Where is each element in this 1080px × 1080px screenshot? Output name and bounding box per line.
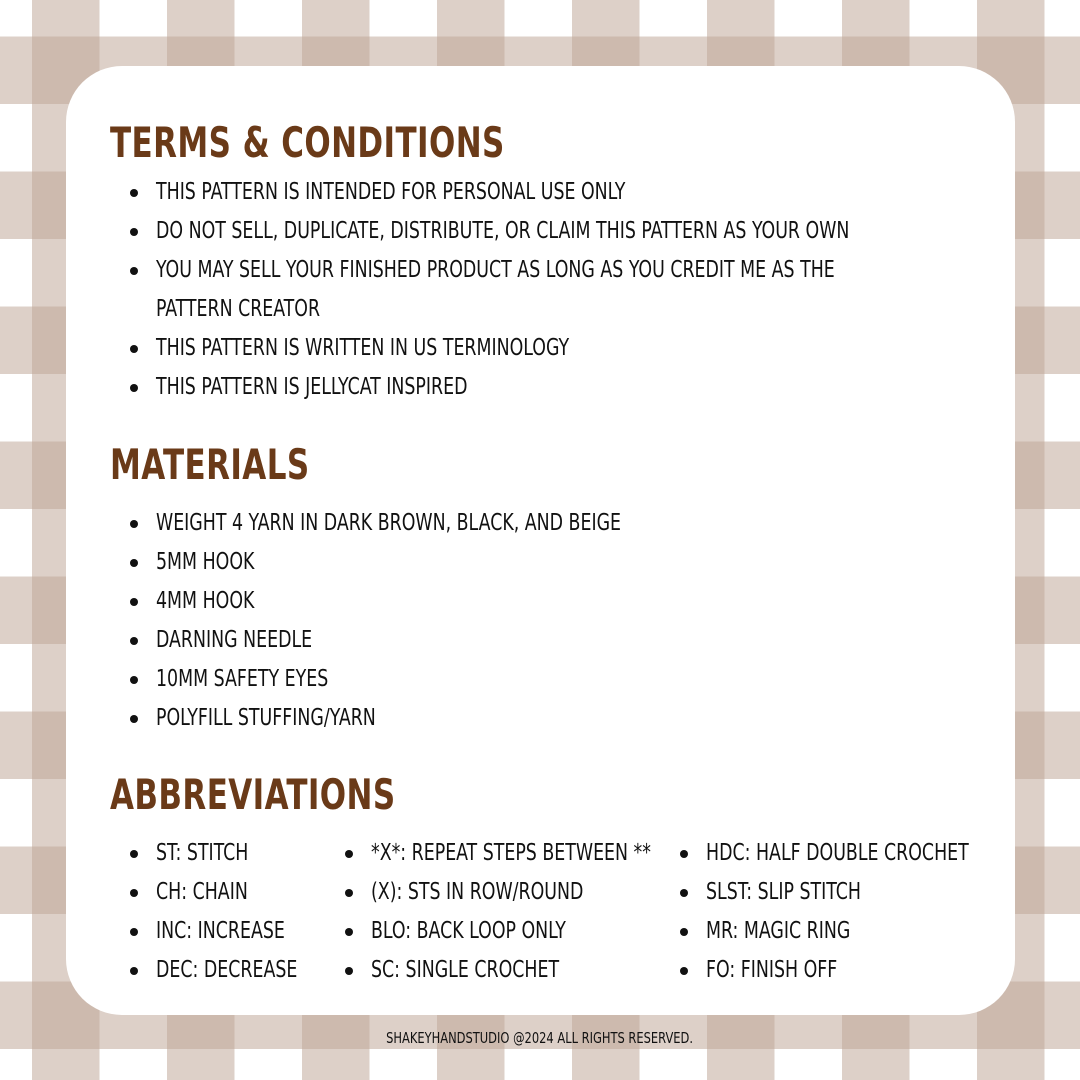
list-item <box>130 951 324 990</box>
list-item <box>130 834 324 873</box>
list-item <box>130 504 710 543</box>
list-item-text: INC: INCREASE <box>156 918 285 944</box>
list-item-text: CH: CHAIN <box>156 879 248 905</box>
list-item <box>130 329 981 368</box>
list-item-text: SC: SINGLE CROCHET <box>371 957 560 983</box>
list-item-text: FO: FINISH OFF <box>706 957 838 983</box>
list-item <box>345 834 704 873</box>
list-item <box>680 873 1019 912</box>
list-item <box>130 212 981 251</box>
list-item <box>130 251 981 329</box>
list-item <box>130 368 981 407</box>
list-item-text: WEIGHT 4 YARN IN DARK BROWN, BLACK, AND BEIGE <box>156 510 622 536</box>
terms-list <box>130 173 981 407</box>
abbreviations-column-3 <box>680 834 1019 990</box>
list-item-text: 4MM HOOK <box>156 588 255 614</box>
list-item <box>680 951 1019 990</box>
list-item <box>130 543 710 582</box>
list-item-text: DO NOT SELL, DUPLICATE, DISTRIBUTE, OR CLAIM THIS PATTERN AS YOUR OWN <box>156 218 850 244</box>
copyright-footer <box>0 1029 1080 1047</box>
list-item-text: 5MM HOOK <box>156 549 255 575</box>
list-item <box>680 834 1019 873</box>
list-item <box>130 699 710 738</box>
list-item-text: *X*: REPEAT STEPS BETWEEN ** <box>371 840 651 866</box>
list-item-text: YOU MAY SELL YOUR FINISHED PRODUCT AS LONG AS YOU CREDIT ME AS THE <box>156 257 835 283</box>
list-item-text: ST: STITCH <box>156 840 249 866</box>
list-item-text: SLST: SLIP STITCH <box>706 879 861 905</box>
list-item-text: MR: MAGIC RING <box>706 918 851 944</box>
list-item-text: HDC: HALF DOUBLE CROCHET <box>706 840 969 866</box>
list-item <box>130 621 710 660</box>
abbreviations-column-1 <box>130 834 324 990</box>
list-item <box>345 951 704 990</box>
materials-list <box>130 504 710 738</box>
abbreviations-column-2 <box>345 834 704 990</box>
list-item <box>130 173 981 212</box>
list-item-text: THIS PATTERN IS WRITTEN IN US TERMINOLOGY <box>156 335 570 361</box>
list-item <box>130 660 710 699</box>
list-item <box>130 873 324 912</box>
list-item <box>680 912 1019 951</box>
list-item-text: BLO: BACK LOOP ONLY <box>371 918 566 944</box>
list-item-text-continued: PATTERN CREATOR <box>156 296 321 322</box>
terms-heading: TERMS & CONDITIONS <box>110 118 505 167</box>
list-item-text: POLYFILL STUFFING/YARN <box>156 705 376 731</box>
list-item-text: THIS PATTERN IS JELLYCAT INSPIRED <box>156 374 468 400</box>
list-item <box>345 912 704 951</box>
list-item <box>130 912 324 951</box>
list-item-text: 10MM SAFETY EYES <box>156 666 329 692</box>
list-item <box>345 873 704 912</box>
list-item-text: THIS PATTERN IS INTENDED FOR PERSONAL USE ONLY <box>156 179 626 205</box>
list-item-text: (X): STS IN ROW/ROUND <box>371 879 584 905</box>
abbreviations-heading: ABBREVIATIONS <box>110 770 396 819</box>
materials-heading: MATERIALS <box>110 440 310 489</box>
list-item <box>130 582 710 621</box>
list-item-text: DARNING NEEDLE <box>156 627 313 653</box>
copyright-text: SHAKEYHANDSTUDIO @2024 ALL RIGHTS RESERVED. <box>386 1029 694 1047</box>
list-item-text: DEC: DECREASE <box>156 957 298 983</box>
